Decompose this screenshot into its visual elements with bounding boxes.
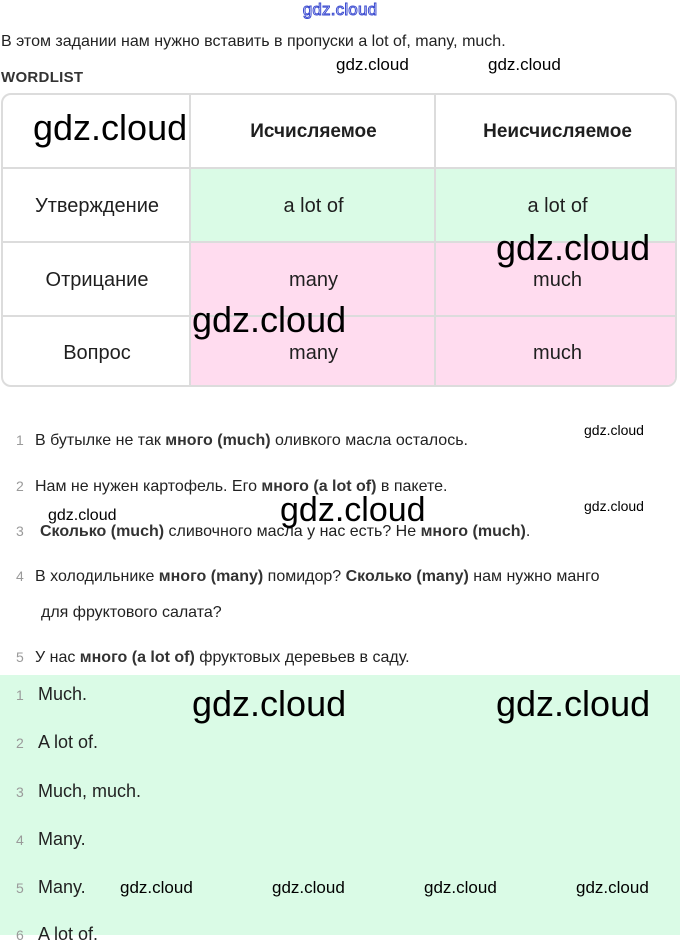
cell-question-countable: many: [191, 317, 436, 387]
watermark: gdz.cloud: [280, 491, 426, 529]
cell-negative-uncountable: much: [436, 243, 677, 317]
watermark: gdz.cloud: [192, 299, 347, 340]
watermark: gdz.cloud: [48, 507, 117, 524]
answers-panel: 1 Much. 2 A lot of. 3 Much, much. 4 Many. 5 Many. 6 A lot of. gdz.cloud gdz.cloud gdz.cloud gdz.cloud gdz.cloud gdz.cloud: [0, 675, 680, 935]
watermark: gdz.cloud: [584, 422, 644, 438]
site-watermark: gdz.cloud: [302, 0, 378, 19]
intro-text: В этом задании нам нужно вставить в пропуски a lot of, many, much.: [1, 33, 506, 50]
cell-negative-countable: many: [191, 243, 436, 317]
watermark: gdz.cloud: [496, 227, 651, 268]
cell-affirm-uncountable: a lot of: [436, 169, 677, 243]
header-countable: Исчисляемое: [250, 121, 377, 142]
wordlist-heading: WORDLIST: [1, 69, 84, 86]
watermark: gdz.cloud: [120, 878, 193, 897]
watermark: gdz.cloud: [584, 498, 644, 514]
watermark: gdz.cloud: [192, 683, 347, 724]
header-uncountable: Неисчисляемое: [483, 121, 632, 142]
table-corner-watermark: gdz.cloud: [33, 107, 188, 148]
row-label-question: Вопрос: [63, 341, 131, 364]
watermark: gdz.cloud: [576, 878, 649, 897]
cell-affirm-countable: a lot of: [191, 169, 436, 243]
watermark: gdz.cloud: [424, 878, 497, 897]
cell-question-uncountable: much: [436, 317, 677, 387]
watermark: gdz.cloud: [272, 878, 345, 897]
watermark: gdz.cloud: [488, 55, 561, 74]
row-label-negative: Отрицание: [45, 268, 149, 291]
watermark: gdz.cloud: [496, 683, 651, 724]
watermark: gdz.cloud: [336, 55, 409, 74]
row-label-affirmative: Утверждение: [34, 194, 160, 217]
